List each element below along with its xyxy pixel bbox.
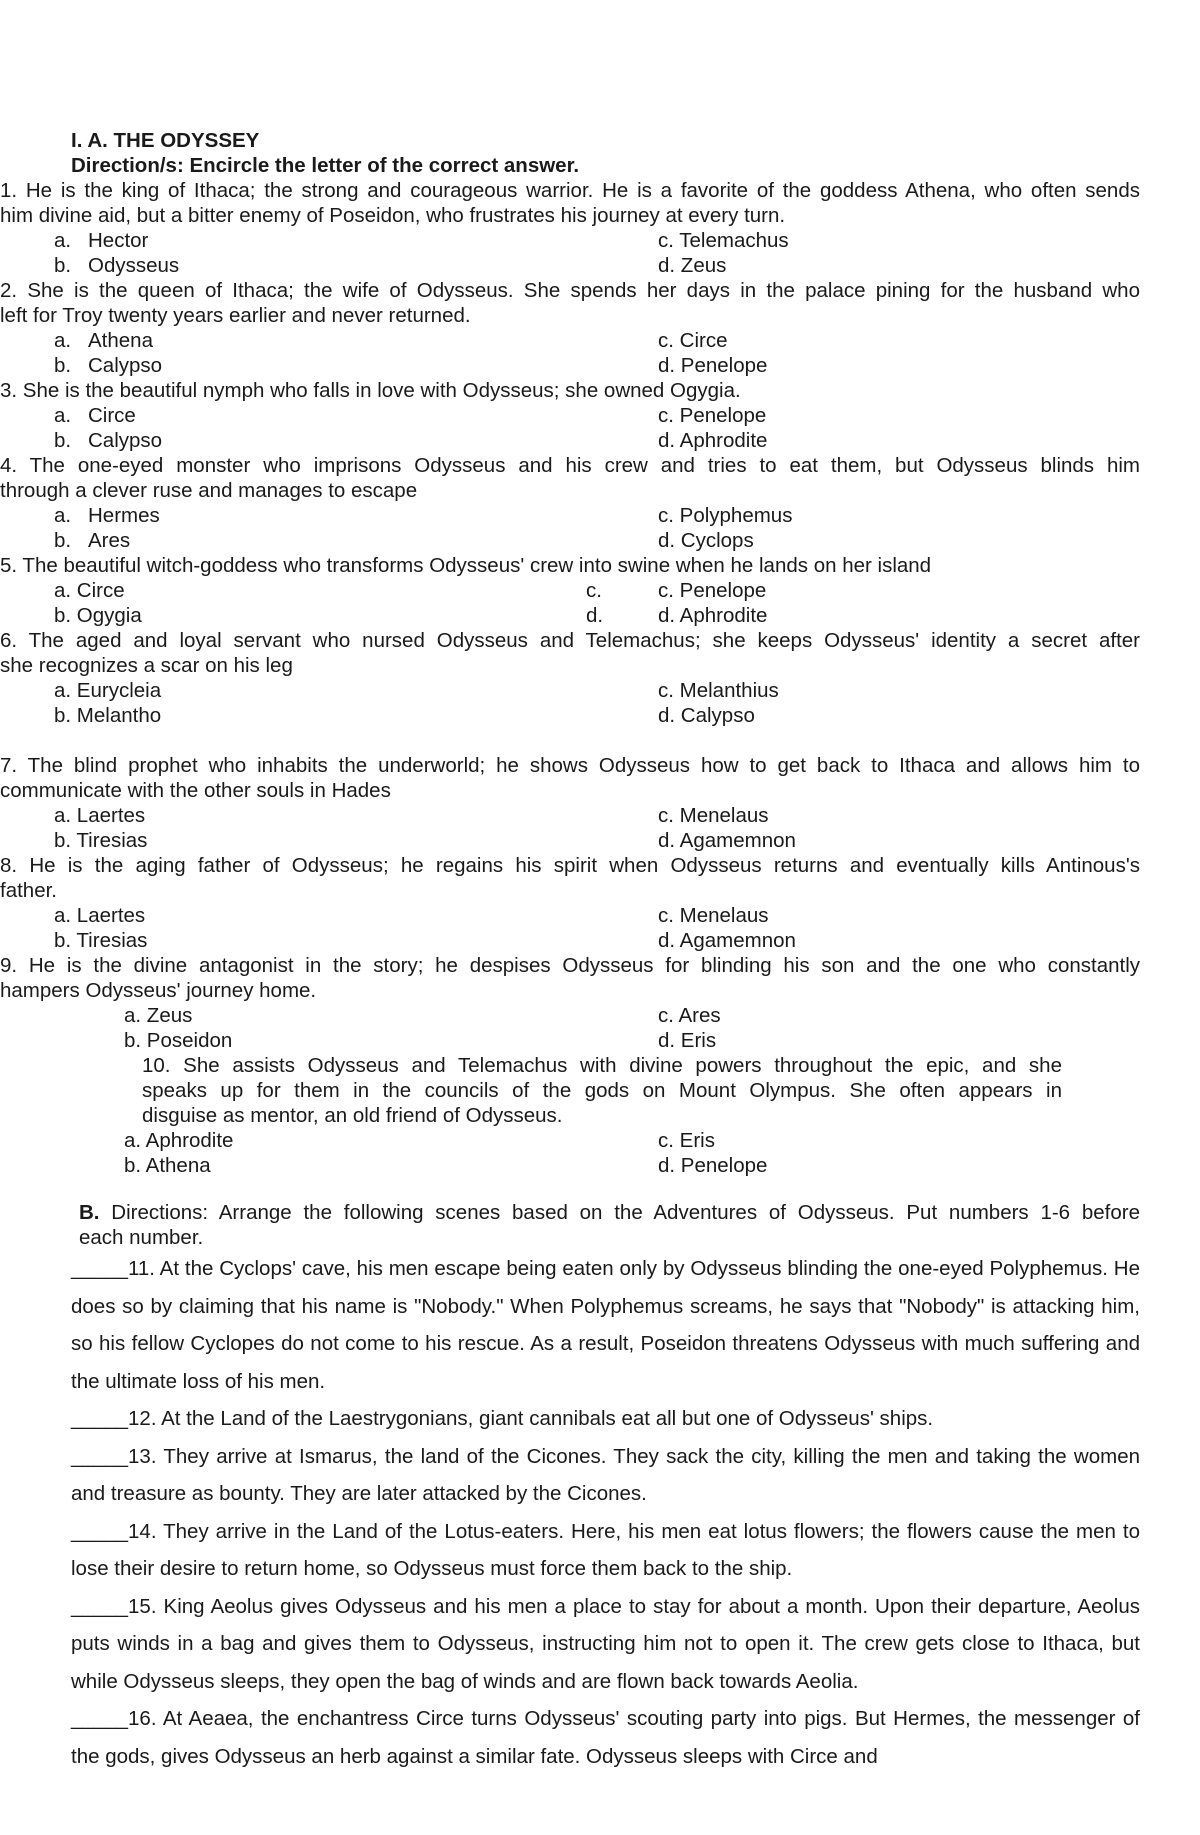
option-d: d. Aphrodite <box>658 604 768 627</box>
part-b-directions-cont: each number. <box>79 1226 204 1249</box>
scene-text: 14. They arrive in the Land of the Lotus-eaters. Here, his men eat lotus flowers; the flowers cause the men to lose their desire to return home, so Odysseus must force them back to the ship. <box>71 1519 1140 1580</box>
option-b: Odysseus <box>88 254 180 277</box>
question-text: 10. She assists Odysseus and Telemachus with divine powers throughout the epic, and she <box>142 1054 1062 1077</box>
option-d: d. Eris <box>658 1029 717 1052</box>
options-row <box>0 228 1140 253</box>
option-d: d. Agamemnon <box>658 929 796 952</box>
options-row <box>0 928 1140 953</box>
option-c: c. Melanthius <box>658 679 779 702</box>
option-a: a. Zeus <box>124 1004 193 1027</box>
option-c: c. Penelope <box>658 404 767 427</box>
section-title: I. A. THE ODYSSEY <box>71 129 260 152</box>
options-row <box>0 1128 1140 1153</box>
option-d: d. Zeus <box>658 254 727 277</box>
answer-blank[interactable]: _____ <box>71 1707 129 1730</box>
question-text: through a clever ruse and manages to escape <box>0 479 418 502</box>
option-b: b. Tiresias <box>54 929 148 952</box>
options-row <box>0 903 1140 928</box>
option-letter: b. <box>54 254 72 277</box>
question-text: 9. He is the divine antagonist in the story; he despises Odysseus for blinding his son and the one who constantly <box>0 954 1140 977</box>
part-b-directions-text: Directions: Arrange the following scenes based on the Adventures of Odysseus. Put numbers 1-6 before <box>99 1201 1140 1224</box>
option-d: d. Aphrodite <box>658 429 768 452</box>
answer-blank[interactable]: _____ <box>71 1257 129 1280</box>
question-text: 8. He is the aging father of Odysseus; he regains his spirit when Odysseus returns and eventually kills Antinous's <box>0 854 1140 877</box>
option-marker: d. <box>586 604 604 627</box>
option-a: Circe <box>88 404 136 427</box>
question-8 <box>0 853 1140 953</box>
question-text: she recognizes a scar on his leg <box>0 654 293 677</box>
options-row <box>0 1003 1140 1028</box>
option-d: d. Agamemnon <box>658 829 796 852</box>
scene-list <box>0 1250 1140 1775</box>
question-text: 2. She is the queen of Ithaca; the wife of Odysseus. She spends her days in the palace pining for the husband who <box>0 279 1140 302</box>
options-row <box>0 428 1140 453</box>
option-letter: a. <box>54 229 72 252</box>
options-row <box>0 603 1140 628</box>
question-text: 3. She is the beautiful nymph who falls in love with Odysseus; she owned Ogygia. <box>0 379 741 402</box>
question-6 <box>0 628 1140 728</box>
options-row <box>0 803 1140 828</box>
question-text: 7. The blind prophet who inhabits the underworld; he shows Odysseus how to get back to Ithaca and allows him to <box>0 754 1140 777</box>
option-marker: c. <box>586 579 602 602</box>
question-text: 1. He is the king of Ithaca; the strong and courageous warrior. He is a favorite of the goddess Athena, who often sends <box>0 179 1140 202</box>
question-text: left for Troy twenty years earlier and never returned. <box>0 304 471 327</box>
options-row <box>0 528 1140 553</box>
option-letter: a. <box>54 329 72 352</box>
option-b: b. Poseidon <box>124 1029 233 1052</box>
options-row <box>0 578 1140 603</box>
options-row <box>0 1153 1140 1178</box>
option-a: Hermes <box>88 504 160 527</box>
scene-item <box>71 1513 1140 1588</box>
option-d: d. Calypso <box>658 704 755 727</box>
option-b: Ares <box>88 529 131 552</box>
scene-text: 16. At Aeaea, the enchantress Circe turns Odysseus' scouting party into pigs. But Hermes, the messenger of the gods, gives Odysseus an herb against a similar fate. Odysseus sleeps with Circe and <box>71 1707 1140 1768</box>
option-c: c. Menelaus <box>658 804 769 827</box>
worksheet-page <box>0 128 1140 1775</box>
options-row <box>0 1028 1140 1053</box>
scene-item <box>71 1700 1140 1775</box>
question-3 <box>0 378 1140 453</box>
question-10 <box>0 1053 1140 1178</box>
option-c: c. Menelaus <box>658 904 769 927</box>
options-row <box>0 403 1140 428</box>
option-c: c. Polyphemus <box>658 504 793 527</box>
part-b-directions <box>79 1200 1140 1225</box>
answer-blank[interactable]: _____ <box>71 1444 129 1468</box>
option-a: a. Laertes <box>54 804 146 827</box>
options-row <box>0 703 1140 728</box>
scene-text: 11. At the Cyclops' cave, his men escape being eaten only by Odysseus blinding the one-eyed Polyphemus. He does so by claiming that his name is "Nobody." When Polyphemus screams, he says that "Nobody" is attacking him, so his fellow Cyclopes do not come to his rescue. As a result, Poseidon threatens Odysseus with much suffering and the ultimate loss of his men. <box>71 1257 1140 1393</box>
option-a: a. Circe <box>54 579 125 602</box>
question-text: father. <box>0 879 57 902</box>
options-row <box>0 828 1140 853</box>
scene-item <box>71 1400 1140 1438</box>
directions-text: Direction/s: Encircle the letter of the correct answer. <box>71 154 580 177</box>
question-text: disguise as mentor, an old friend of Odysseus. <box>142 1104 563 1127</box>
option-letter: a. <box>54 404 72 427</box>
part-b <box>0 1200 1140 1250</box>
option-b: b. Ogygia <box>54 604 142 627</box>
option-letter: b. <box>54 354 72 377</box>
question-text: him divine aid, but a bitter enemy of Poseidon, who frustrates his journey at every turn. <box>0 204 786 227</box>
question-text: communicate with the other souls in Hades <box>0 779 391 802</box>
question-5 <box>0 553 1140 628</box>
answer-blank[interactable]: _____ <box>71 1519 129 1543</box>
answer-blank[interactable]: _____ <box>71 1594 129 1618</box>
part-b-label: B. <box>79 1201 100 1224</box>
option-letter: b. <box>54 529 72 552</box>
option-c: c. Circe <box>658 329 728 352</box>
scene-text: 13. They arrive at Ismarus, the land of the Cicones. They sack the city, killing the men and taking the women and treasure as bounty. They are later attacked by the Cicones. <box>71 1444 1140 1505</box>
option-b: b. Melantho <box>54 704 162 727</box>
question-text: 6. The aged and loyal servant who nursed Odysseus and Telemachus; she keeps Odysseus' identity a secret after <box>0 629 1140 652</box>
options-row <box>0 503 1140 528</box>
options-row <box>0 353 1140 378</box>
question-7 <box>0 753 1140 853</box>
option-a: a. Aphrodite <box>124 1129 234 1152</box>
question-text: hampers Odysseus' journey home. <box>0 979 317 1002</box>
option-c: c. Telemachus <box>658 229 789 252</box>
question-9 <box>0 953 1140 1053</box>
option-c: c. Eris <box>658 1129 715 1152</box>
options-row <box>0 253 1140 278</box>
scene-item <box>71 1438 1140 1513</box>
scene-item <box>71 1588 1140 1701</box>
option-d: d. Penelope <box>658 1154 768 1177</box>
question-1 <box>0 178 1140 278</box>
option-a: a. Laertes <box>54 904 146 927</box>
options-row <box>0 328 1140 353</box>
options-row <box>0 678 1140 703</box>
question-text: 5. The beautiful witch-goddess who transforms Odysseus' crew into swine when he lands on her island <box>0 554 932 577</box>
option-a: Athena <box>88 329 153 352</box>
option-c: c. Penelope <box>658 579 767 602</box>
scene-text: 12. At the Land of the Laestrygonians, giant cannibals eat all but one of Odysseus' ships. <box>128 1407 934 1430</box>
scene-text: 15. King Aeolus gives Odysseus and his men a place to stay for about a month. Upon their departure, Aeolus puts winds in a bag and gives them to Odysseus, instructing him not to open it. The crew gets close to Ithaca, but while Odysseus sleeps, they open the bag of winds and are flown back towards Aeolia. <box>71 1594 1140 1693</box>
option-letter: a. <box>54 504 72 527</box>
spacer <box>0 728 1140 753</box>
scene-item <box>71 1250 1140 1400</box>
option-a: a. Eurycleia <box>54 679 162 702</box>
option-letter: b. <box>54 429 72 452</box>
option-a: Hector <box>88 229 149 252</box>
option-b: Calypso <box>88 354 163 377</box>
answer-blank[interactable]: _____ <box>71 1407 129 1430</box>
question-text: 4. The one-eyed monster who imprisons Odysseus and his crew and tries to eat them, but Odysseus blinds him <box>0 454 1140 477</box>
question-text: speaks up for them in the councils of the gods on Mount Olympus. She often appears in <box>142 1079 1062 1102</box>
option-b: b. Athena <box>124 1154 211 1177</box>
option-d: d. Cyclops <box>658 529 754 552</box>
option-c: c. Ares <box>658 1004 721 1027</box>
option-b: b. Tiresias <box>54 829 148 852</box>
question-4 <box>0 453 1140 553</box>
option-d: d. Penelope <box>658 354 768 377</box>
option-b: Calypso <box>88 429 163 452</box>
question-2 <box>0 278 1140 378</box>
